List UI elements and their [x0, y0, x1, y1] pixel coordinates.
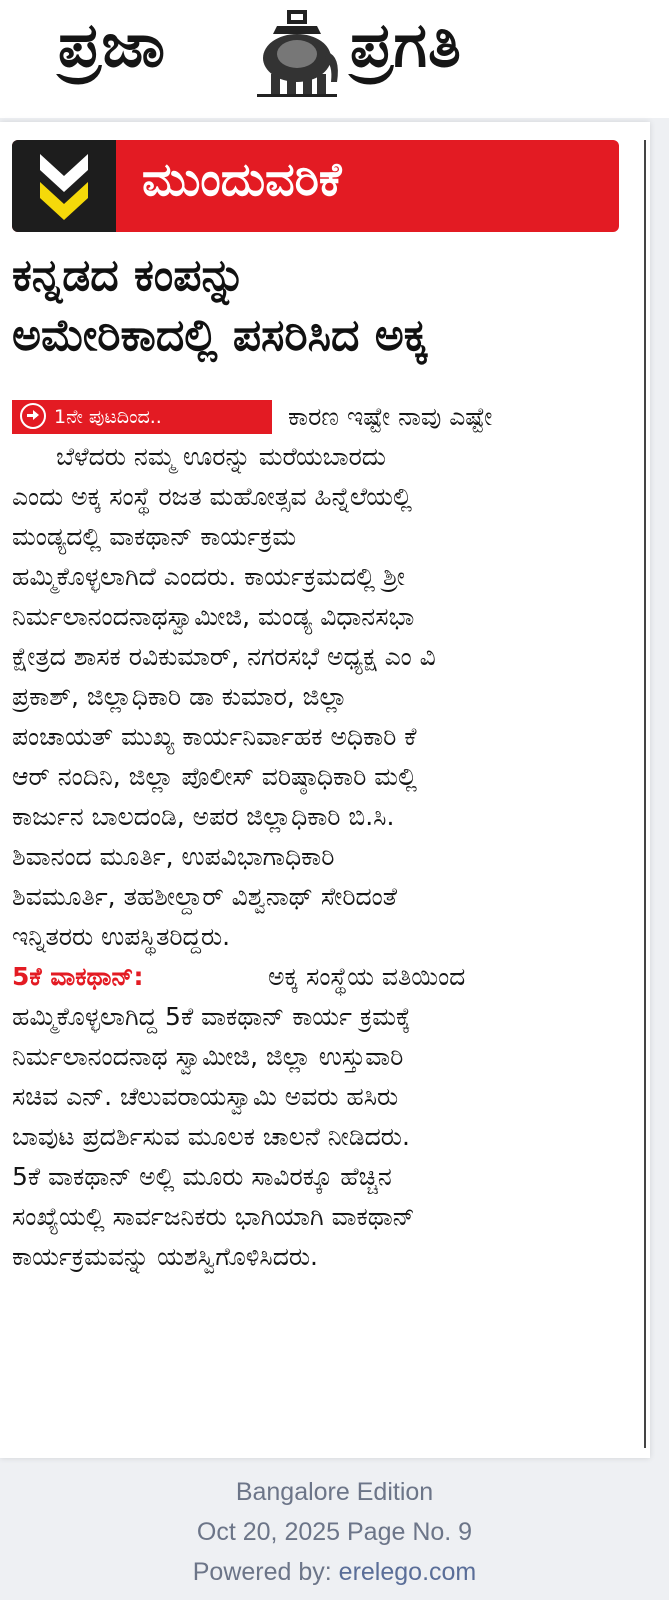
- body-line: ಕಾರಣ ಇಷ್ಟೇ ನಾವು ಎಷ್ಟೇ: [288, 402, 493, 431]
- masthead-title-left: ಪ್ರಜಾ: [58, 8, 167, 81]
- banner-label: ಮುಂದುವರಿಕೆ: [142, 152, 342, 206]
- body-line: ಆರ್ ನಂದಿನಿ, ಜಿಲ್ಲಾ ಪೊಲೀಸ್ ವರಿಷ್ಠಾಧಿಕಾರಿ ಮಲ್ಲಿ: [12, 762, 417, 791]
- body-line: ಇನ್ನಿತರರು ಉಪಸ್ಥಿತರಿದ್ದರು.: [12, 922, 231, 951]
- body-line: ಬಾವುಟ ಪ್ರದರ್ಶಿಸುವ ಮೂಲಕ ಚಾಲನೆ ನೀಡಿದರು.: [12, 1122, 410, 1151]
- body-line: ಪಂಚಾಯತ್ ಮುಖ್ಯ ಕಾರ್ಯನಿರ್ವಾಹಕ ಅಧಿಕಾರಿ ಕೆ: [12, 722, 417, 751]
- body-line: ಪ್ರಕಾಶ್, ಜಿಲ್ಲಾಧಿಕಾರಿ ಡಾ ಕುಮಾರ, ಜಿಲ್ಲಾ: [12, 682, 348, 711]
- powered-by-link[interactable]: erelego.com: [338, 1558, 477, 1586]
- body-line: ಬೆಳೆದರು ನಮ್ಮ ಊರನ್ನು ಮರೆಯಬಾರದು: [56, 442, 386, 471]
- body-line: ಮಂಡ್ಯದಲ್ಲಿ ವಾಕಥಾನ್ ಕಾರ್ಯಕ್ರಮ: [12, 522, 297, 551]
- date-page-label: Oct 20, 2025 Page No. 9: [196, 1518, 473, 1546]
- body-line: ಅಕ್ಕ ಸಂಸ್ಥೆಯ ವತಿಯಿಂದ: [268, 962, 466, 991]
- masthead-title-right: ಪ್ರಗತಿ: [350, 8, 462, 81]
- powered-by: [0, 1558, 669, 1587]
- body-line: ಕಾರ್ಯಕ್ರಮವನ್ನು ಯಶಸ್ವಿಗೊಳಿಸಿದರು.: [12, 1242, 318, 1271]
- edition-label: Bangalore Edition: [235, 1478, 434, 1506]
- continued-from-text: 1ನೇ ಪುಟದಿಂದ..: [54, 406, 162, 428]
- article-clipping: [0, 122, 650, 1458]
- powered-by-label: Powered by:: [192, 1558, 339, 1586]
- body-line: ಶಿವಾನಂದ ಮೂರ್ತಿ, ಉಪವಿಭಾಗಾಧಿಕಾರಿ: [12, 842, 335, 871]
- headline-line-1: ಕನ್ನಡದ ಕಂಪನ್ನು: [12, 250, 246, 301]
- column-rule: [644, 140, 646, 1448]
- continuation-banner: [12, 140, 619, 232]
- body-line: ಕ್ಷೇತ್ರದ ಶಾಸಕ ರವಿಕುಮಾರ್, ನಗರಸಭೆ ಅಧ್ಯಕ್ಷ ಎಂ ವಿ: [12, 642, 436, 671]
- body-line: ಎಂದು ಅಕ್ಕ ಸಂಸ್ಥೆ ರಜತ ಮಹೋತ್ಸವ ಹಿನ್ನೆಲೆಯಲ್ಲಿ: [12, 482, 412, 511]
- body-line: ಸಂಖ್ಯೆಯಲ್ಲಿ ಸಾರ್ವಜನಿಕರು ಭಾಗಿಯಾಗಿ ವಾಕಥಾನ್: [12, 1202, 415, 1231]
- chevron-down-icon: [12, 140, 116, 232]
- body-line: ನಿರ್ಮಲಾನಂದನಾಥ ಸ್ವಾಮೀಜಿ, ಜಿಲ್ಲಾ ಉಸ್ತುವಾರಿ: [12, 1042, 404, 1071]
- elephant-logo-icon: [247, 8, 347, 100]
- masthead: [0, 0, 669, 118]
- subhead-walkathon: 5ಕೆ ವಾಕಥಾನ್:: [12, 962, 144, 991]
- body-line: 5ಕೆ ವಾಕಥಾನ್ ಅಲ್ಲಿ ಮೂರು ಸಾವಿರಕ್ಕೂ ಹೆಚ್ಚಿನ: [12, 1162, 392, 1191]
- body-line: ಸಚಿವ ಎನ್. ಚೆಲುವರಾಯಸ್ವಾಮಿ ಅವರು ಹಸಿರು: [12, 1082, 399, 1111]
- body-line: ಶಿವಮೂರ್ತಿ, ತಹಶೀಲ್ದಾರ್ ವಿಶ್ವನಾಥ್ ಸೇರಿದಂತೆ: [12, 882, 397, 911]
- body-line: ನಿರ್ಮಲಾನಂದನಾಥಸ್ವಾಮೀಜಿ, ಮಂಡ್ಯ ವಿಧಾನಸಭಾ: [12, 602, 415, 631]
- headline-line-2: ಅಮೇರಿಕಾದಲ್ಲಿ ಪಸರಿಸಿದ ಅಕ್ಕ: [12, 310, 428, 361]
- arrow-right-icon: [20, 403, 46, 429]
- body-line: ಹಮ್ಮಿಕೊಳ್ಳಲಾಗಿದ್ದ 5ಕೆ ವಾಕಥಾನ್ ಕಾರ್ಯ ಕ್ರಮಕ್ಕೆ: [12, 1002, 411, 1031]
- body-line: ಹಮ್ಮಿಕೊಳ್ಳಲಾಗಿದೆ ಎಂದರು. ಕಾರ್ಯಕ್ರಮದಲ್ಲಿ ಶ್ರೀ: [12, 562, 405, 591]
- body-line: ಕಾರ್ಜುನ ಬಾಲದಂಡಿ, ಅಪರ ಜಿಲ್ಲಾಧಿಕಾರಿ ಬಿ.ಸಿ.: [12, 802, 395, 831]
- continued-from-tag: [12, 400, 272, 434]
